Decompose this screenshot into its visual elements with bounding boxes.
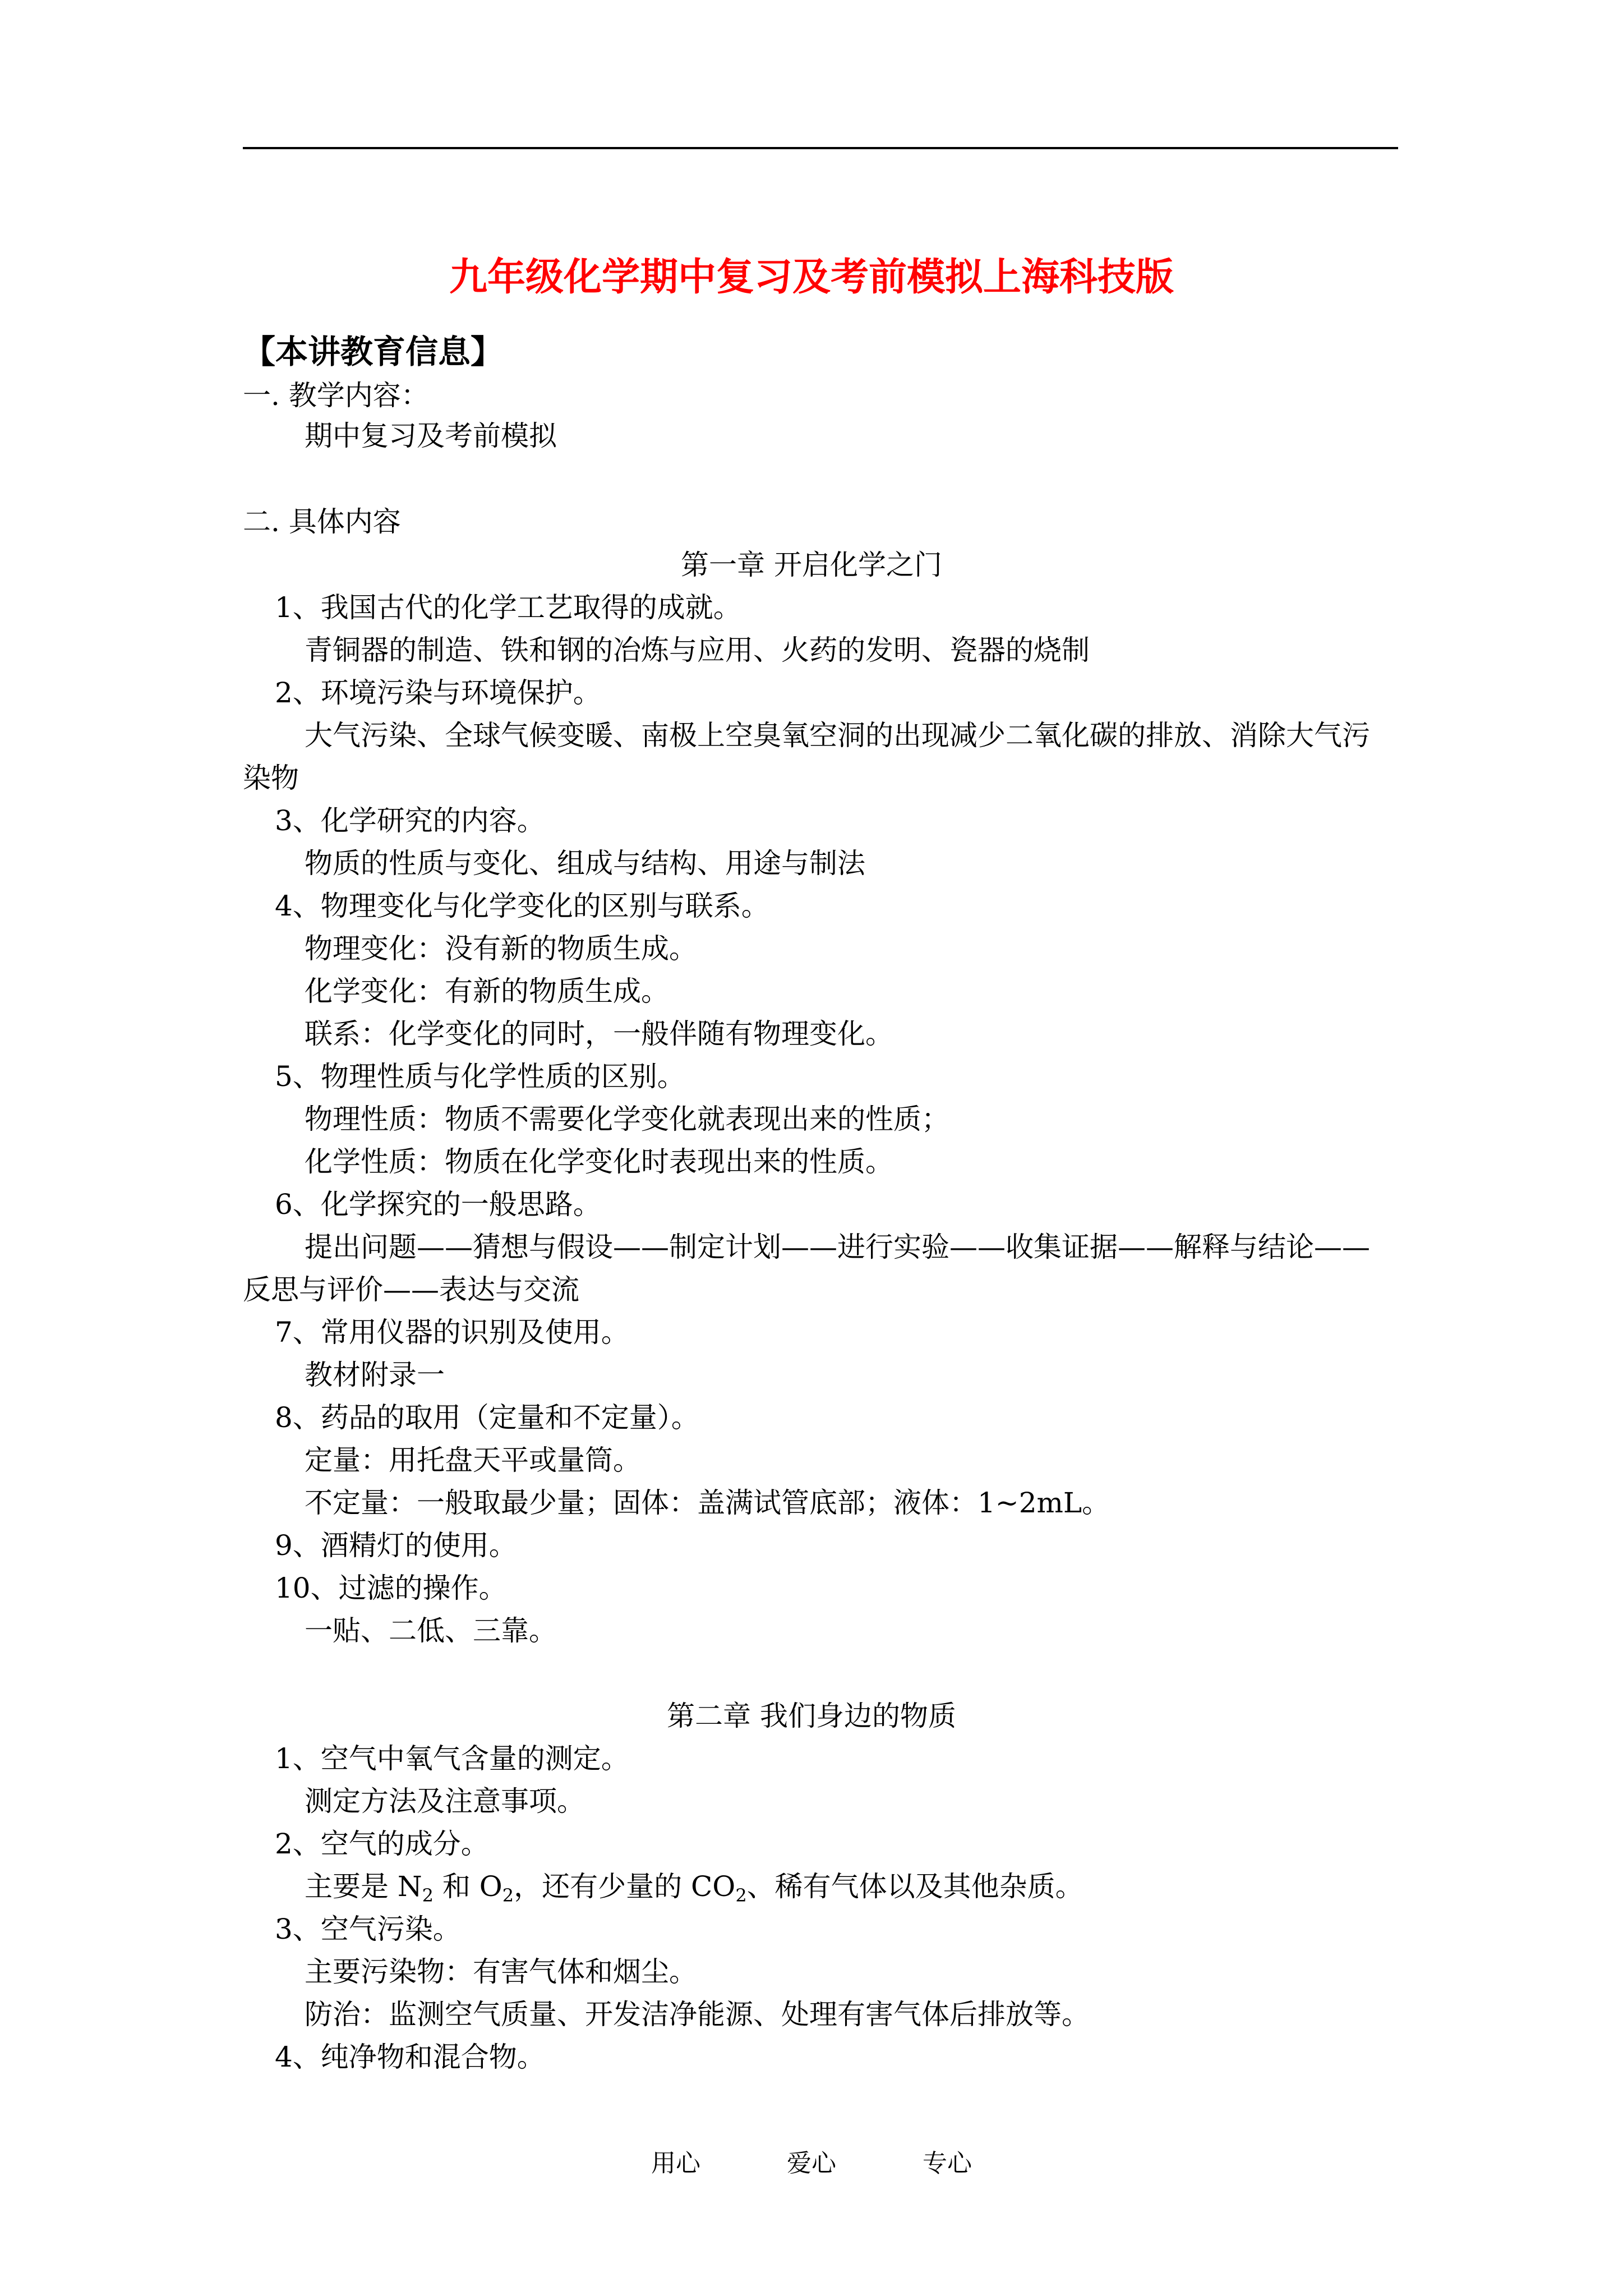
chapter1-detail: 物质的性质与变化、组成与结构、用途与制法 <box>305 847 865 880</box>
chapter1-item: 9、酒精灯的使用。 <box>275 1529 517 1562</box>
chapter1-detail: 化学性质：物质在化学变化时表现出来的性质。 <box>305 1145 893 1178</box>
text: 主要是 N <box>305 1870 422 1903</box>
chapter1-detail: 不定量：一般取最少量；固体：盖满试管底部；液体：1~2mL。 <box>305 1487 1110 1519</box>
text: 和 O <box>434 1870 502 1903</box>
text: ，还有少量的 CO <box>514 1870 736 1903</box>
chapter1-item: 8、药品的取用（定量和不定量）。 <box>275 1401 699 1434</box>
chapter1-detail: 提出问题——猜想与假设——制定计划——进行实验——收集证据——解释与结论—— <box>305 1231 1370 1263</box>
chapter2-title: 第二章 我们身边的物质 <box>667 1700 956 1732</box>
section-label: 【本讲教育信息】 <box>243 333 504 371</box>
footer-text: 专心 <box>923 2149 972 2178</box>
chapter1-detail: 物理性质：物质不需要化学变化就表现出来的性质； <box>305 1103 949 1135</box>
chapter2-detail: 主要污染物：有害气体和烟尘。 <box>305 1955 697 1988</box>
footer-text: 爱心 <box>787 2149 836 2178</box>
document-title: 九年级化学期中复习及考前模拟上海科技版 <box>449 255 1174 300</box>
chapter2-item: 2、空气的成分。 <box>275 1828 489 1860</box>
chapter1-detail: 反思与评价——表达与交流 <box>243 1273 579 1306</box>
chapter1-item: 6、化学探究的一般思路。 <box>275 1188 601 1221</box>
chapter1-detail: 教材附录一 <box>305 1359 445 1391</box>
chapter1-item: 4、物理变化与化学变化的区别与联系。 <box>275 890 769 922</box>
chapter1-detail: 联系：化学变化的同时，一般伴随有物理变化。 <box>305 1018 893 1050</box>
chapter1-title: 第一章 开启化学之门 <box>681 549 942 581</box>
chapter1-detail: 化学变化：有新的物质生成。 <box>305 975 669 1007</box>
chapter1-detail: 染物 <box>243 762 299 794</box>
part1-heading: 一. 教学内容： <box>243 379 429 412</box>
chapter1-detail: 一贴、二低、三靠。 <box>305 1614 557 1647</box>
chapter2-item: 1、空气中氧气含量的测定。 <box>275 1742 629 1775</box>
footer-text: 用心 <box>651 2149 700 2178</box>
chapter2-item: 4、纯净物和混合物。 <box>275 2041 545 2073</box>
chapter1-item: 7、常用仪器的识别及使用。 <box>275 1316 629 1349</box>
chapter1-detail: 定量：用托盘天平或量筒。 <box>305 1444 641 1476</box>
chapter2-detail: 防治：监测空气质量、开发洁净能源、处理有害气体后排放等。 <box>305 1998 1090 2031</box>
chapter2-detail <box>305 1872 1083 1904</box>
chapter2-detail: 测定方法及注意事项。 <box>305 1785 585 1818</box>
part1-content: 期中复习及考前模拟 <box>305 420 557 452</box>
subscript: 2 <box>422 1885 434 1906</box>
chapter2-item: 3、空气污染。 <box>275 1913 461 1945</box>
chapter1-item: 5、物理性质与化学性质的区别。 <box>275 1060 685 1093</box>
chapter1-detail: 物理变化：没有新的物质生成。 <box>305 932 697 965</box>
chapter1-detail: 大气污染、全球气候变暖、南极上空臭氧空洞的出现减少二氧化碳的排放、消除大气污 <box>305 719 1370 752</box>
chapter1-detail: 青铜器的制造、铁和钢的冶炼与应用、火药的发明、瓷器的烧制 <box>305 634 1090 666</box>
subscript: 2 <box>735 1885 747 1906</box>
chapter1-item: 3、化学研究的内容。 <box>275 804 545 837</box>
chapter1-item: 1、我国古代的化学工艺取得的成就。 <box>275 591 741 624</box>
page-footer <box>0 2151 1623 2176</box>
chapter1-item: 10、过滤的操作。 <box>275 1572 507 1604</box>
text: 、稀有气体以及其他杂质。 <box>746 1870 1083 1903</box>
subscript: 2 <box>502 1885 514 1906</box>
header-rule <box>243 147 1398 149</box>
chapter1-item: 2、环境污染与环境保护。 <box>275 677 601 709</box>
part2-heading: 二. 具体内容 <box>243 505 401 538</box>
